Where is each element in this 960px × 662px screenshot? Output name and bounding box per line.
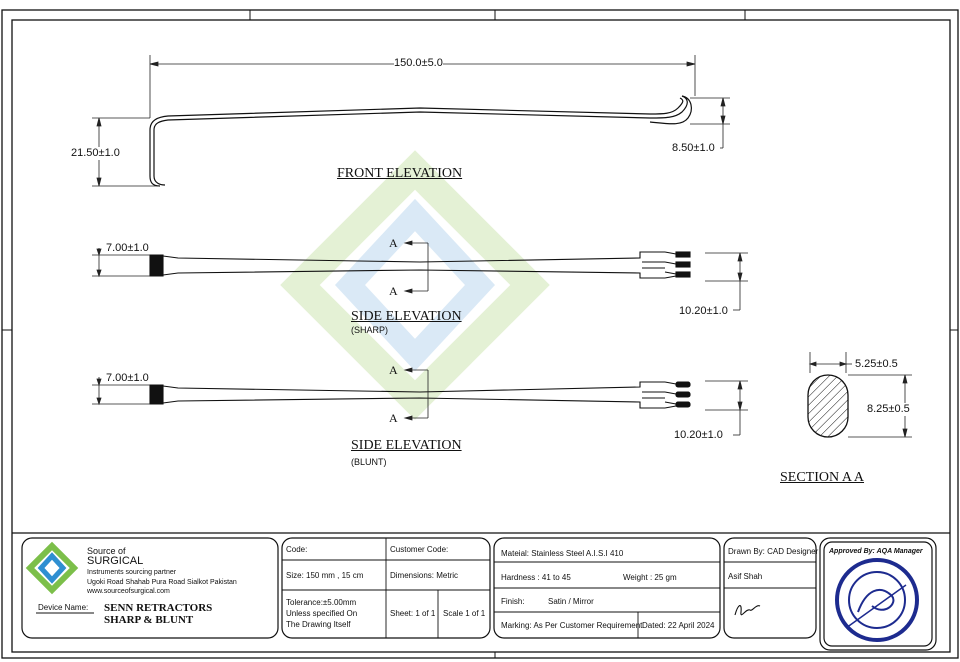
material-value: Mateial: Stainless Steel A.I.S.I 410 [501,549,624,558]
customer-code-label: Customer Code: [390,545,449,554]
code-label: Code: [286,545,308,554]
tolerance-line-2: Unless specified On [286,609,358,618]
company-logo-icon [30,546,74,590]
section-marker-a: A [389,236,398,250]
device-name-line-1: SENN RETRACTORS [104,602,213,614]
sheet-value: Sheet: 1 of 1 [390,609,436,618]
dim-hook-height: 21.50±1.0 [71,147,120,159]
device-name-label: Device Name: [38,603,89,612]
approved-by-label: Approved By: AQA Manager [829,548,923,555]
approval-stamp [837,560,917,640]
view-label-section: SECTION A A [780,470,865,485]
dim-blunt-fork-width: 10.20±1.0 [674,429,723,441]
dim-section-height: 8.25±0.5 [867,403,910,415]
section-marker-a: A [389,411,398,425]
dim-sharp-fork-width: 10.20±1.0 [679,305,728,317]
company-address: Ugoki Road Shahab Pura Road Sialkot Pakistan [87,579,237,586]
section-marker-a: A [389,284,398,298]
dated-value: Dated: 22 April 2024 [642,621,715,630]
finish-value: Satin / Mirror [548,597,594,606]
tolerance-line-3: The Drawing Itself [286,620,351,629]
company-tagline: Instruments sourcing partner [87,569,177,576]
drawn-by-label: Drawn By: CAD Designer [728,547,819,556]
view-sublabel-sharp: (SHARP) [351,325,389,335]
dim-blunt-end-width: 7.00±1.0 [106,372,149,384]
company-source-of: Source of [87,546,126,556]
section-a-a-drawing [808,375,848,437]
watermark-logo [300,170,530,400]
dim-overall-length: 150.0±5.0 [394,57,443,69]
company-website: www.sourceofsurgical.com [87,588,170,595]
dim-tip-height: 8.50±1.0 [672,142,715,154]
dim-section-width: 5.25±0.5 [855,358,898,370]
dim-sharp-end-width: 7.00±1.0 [106,242,149,254]
drawn-by-name: Asif Shah [728,572,763,581]
tolerance-line-1: Tolerance:±5.00mm [286,598,357,607]
device-name-line-2: SHARP & BLUNT [104,614,194,626]
hardness-value: Hardness : 41 to 45 [501,573,571,582]
view-label-side-blunt: SIDE ELEVATION [351,438,462,453]
weight-value: Weight : 25 gm [623,573,677,582]
side-elevation-sharp-drawing [150,252,690,278]
section-marker-a: A [389,363,398,377]
marking-value: Marking: As Per Customer Requirement [501,621,643,630]
size-value: Size: 150 mm , 15 cm [286,571,364,580]
finish-label: Finish: [501,597,525,606]
scale-value: Scale 1 of 1 [443,609,486,618]
company-surgical: SURGICAL [87,555,144,567]
signature-mark [735,606,760,615]
view-label-front: FRONT ELEVATION [337,166,463,181]
view-label-side-sharp: SIDE ELEVATION [351,309,462,324]
view-sublabel-blunt: (BLUNT) [351,457,387,467]
dimensions-value: Dimensions: Metric [390,571,459,580]
